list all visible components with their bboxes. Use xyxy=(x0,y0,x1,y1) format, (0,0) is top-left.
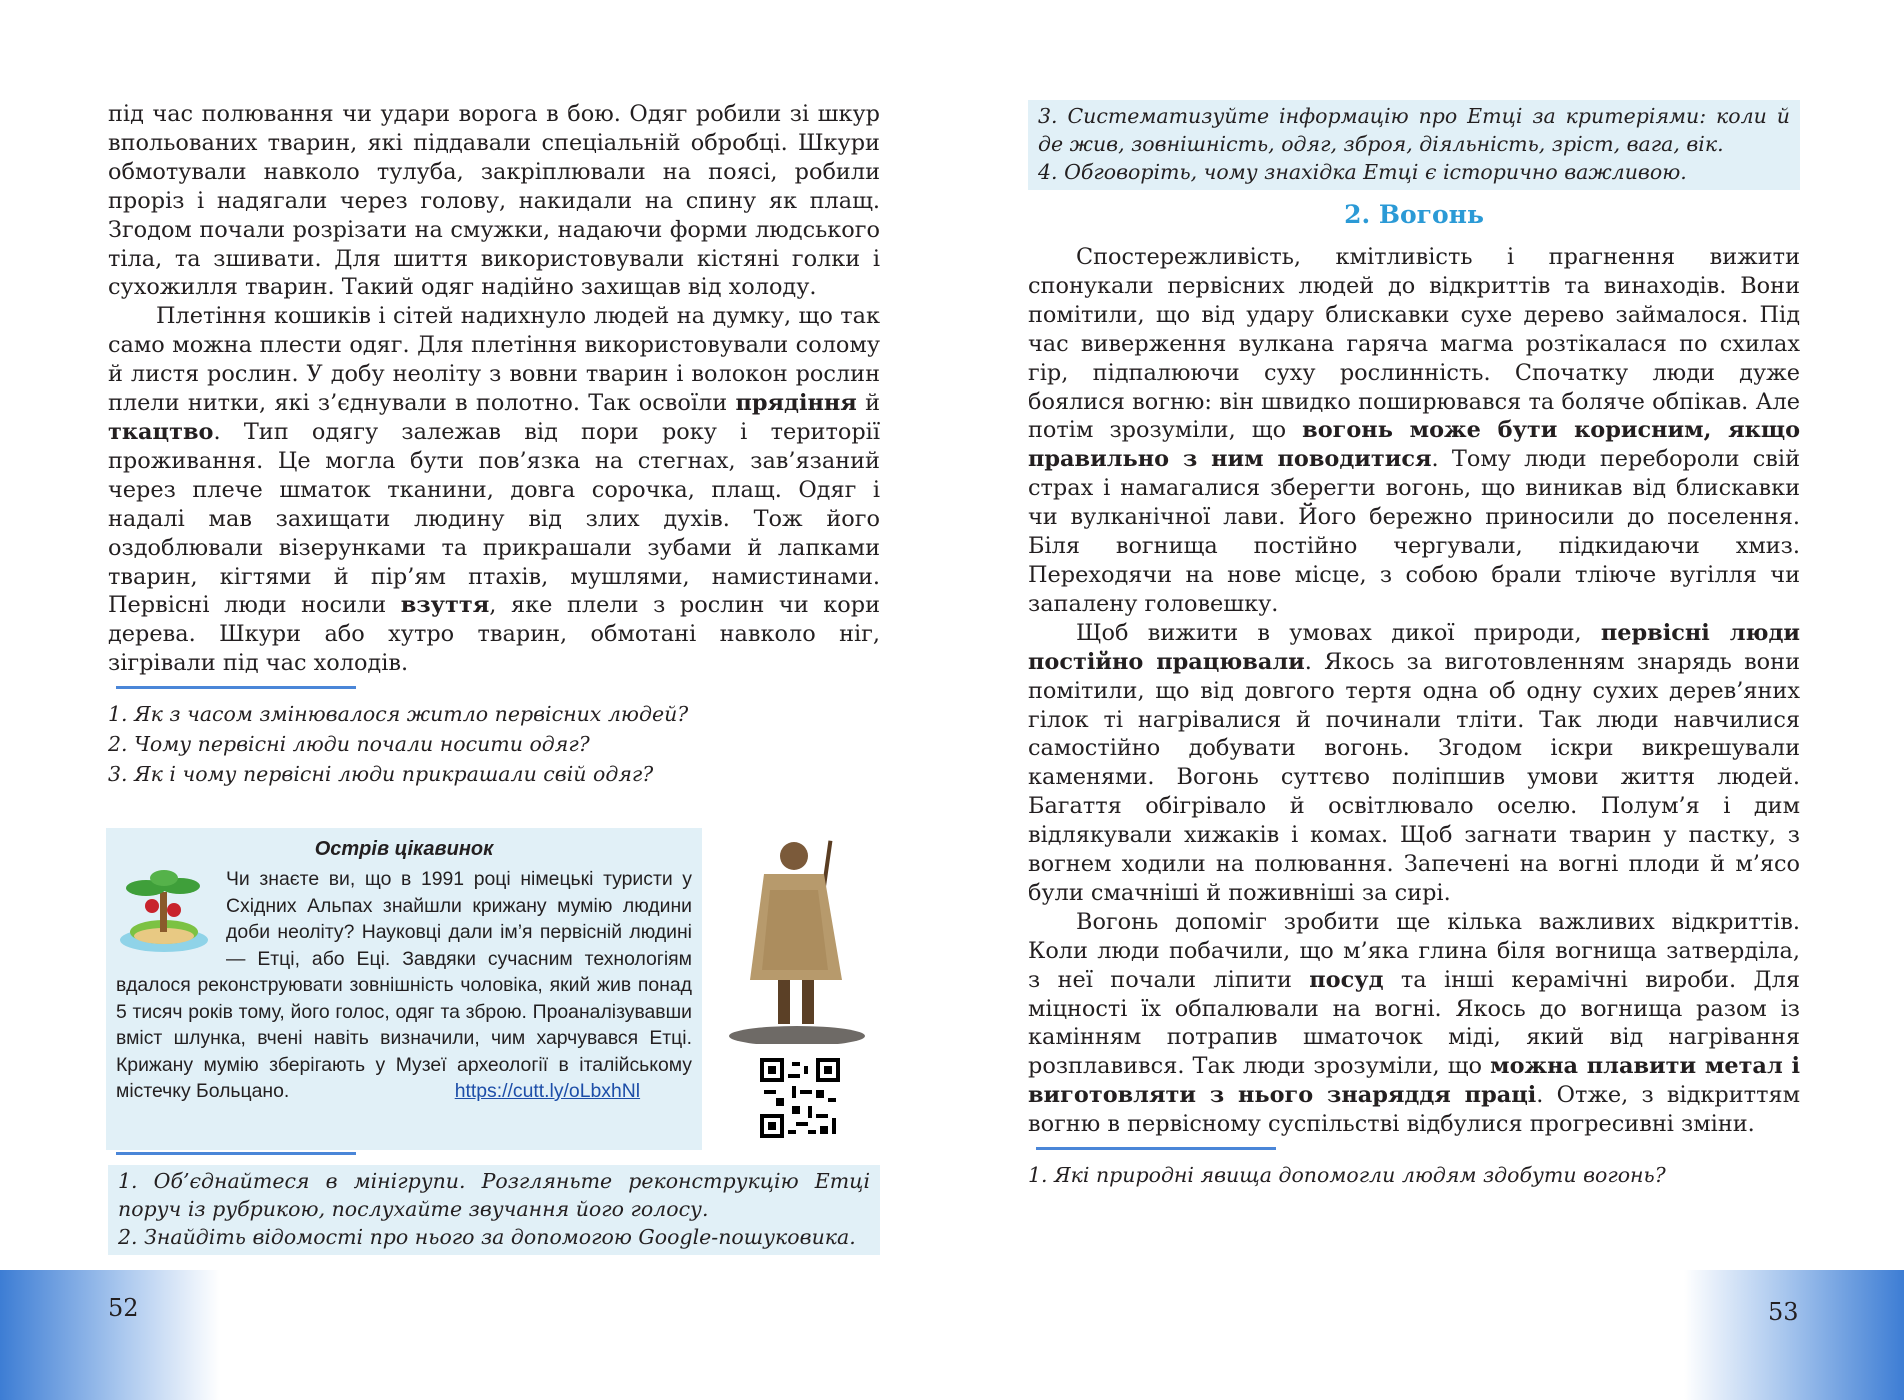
paragraph: Плетіння кошиків і сітей надихнуло людей на думку, що так само можна плести одяг. Для плетіння використовували солому й листя рослин. У добу неоліту з вовни тварин і волокон рослин плели нитки, які з’єднували в полотно. Так освоїли прядіння й ткацтво. Тип одягу залежав від пори року і території проживання. Це могла бути пов’язка на стегнах, зав’язаний через плече шматок тканини, довга сорочка, плащ. Одяг і надалі мав захищати людину від злих духів. Тож його оздоблювали візерунками та прикрашали зубами й лапками тварин, кігтями й пір’ям птахів, мушлями, намистинами. Первісні люди носили взуття, яке плели з рослин чи кори дерева. Шкури або хутро тварин, обмотані навколо ніг, зігрівали під час холодів. xyxy=(108,303,880,677)
paragraph: Спостережливість, кмітливість і прагнення вижити спонукали первісних людей до відкриттів та винаходів. Вони помітили, що від удару блискавки сухе дерево займалося. Під час виверження вулкана гаряча магма розтікалася по схилах гір, підпалюючи суху рослинність. Спочатку люди дуже боялися вогню: він швидко поширювався та боляче обпікав. Але потім зрозуміли, що вогонь може бути корисним, якщо правильно з ним поводитися. Тому люди перебороли свій страх і намагалися зберегти вогонь, що виникав від блискавки чи вулканічної лави. Його бережно приносили до поселення. Біля вогнища постійно чергували, підкидаючи хмиз. Переходячи на нове місце, з собою брали тліюче вугілля чи запалену головешку. xyxy=(1028,244,1801,617)
external-link[interactable]: https://cutt.ly/oLbxhNl xyxy=(454,1080,641,1102)
question: 2. Чому первісні люди почали носити одяг? xyxy=(108,732,590,757)
paragraph: під час полювання чи удари ворога в бою. Одяг робили зі шкур впольованих тварин, які піддавали спеціальній обробці. Шкури обмотували навколо тулуба, закріплювали на поясі, робили проріз і надягали через голову, накидали на спину як плащ. Згодом почали розрізати на смужки, надаючи форми людського тіла, та зшивати. Для шиття використовували кістяні голки і сухожилля тварин. Такий одяг надійно захищав від холоду. xyxy=(108,101,880,301)
page-number: 53 xyxy=(1768,1298,1799,1326)
fun-facts-box xyxy=(106,828,702,1150)
paragraph: Вогонь допоміг зробити ще кілька важливих відкриттів. Коли люди побачили, що м’яка глина біля вогнища затверділа, з неї почали ліпити посуд та інші керамічні вироби. Для міцності їх обпалювали на вогні. Якось до вогнища разом із камінням потрапив шматочок міді, який від нагрівання розплавився. Так люди зрозуміли, що можна плавити метал і виготовляти з нього знаряддя праці. Отже, з відкриттям вогню в первісному суспільстві відбулися прогресивні зміни. xyxy=(1028,908,1801,1138)
right-page xyxy=(952,0,1904,1400)
box-text: Чи знаєте ви, що в 1991 році німецькі туристи у Східних Альпах знайшли крижану мумію людини доби неоліту? Науковці дали ім’я первісній людині — Етці, або Еці. Завдяки сучасним технологіям вдалося реконструювати зовнішність чоловіка, який жив понад 5 тисяч років тому, його голос, одяг та зброю. Проаналізувавши вміст шлунка, вчені навіть визначили, чим харчувався Етці. Крижану мумію зберігають у Музеї археології в італійському містечку Больцано. https://cutt.ly/oLbxhNl xyxy=(116,868,692,1102)
footer-gradient xyxy=(1684,1270,1904,1400)
separator-line xyxy=(1036,1147,1276,1150)
task: 1. Об’єднайтеся в мінігрупи. Розгляньте реконструкцію Етці поруч із рубрикою, послухайте звучання його голосу. xyxy=(118,1169,870,1221)
right-text-column xyxy=(1028,100,1800,1190)
footer-gradient xyxy=(0,1270,220,1400)
island-icon xyxy=(116,866,226,956)
otzi-reconstruction-photo xyxy=(724,830,870,1044)
paragraph: Щоб вижити в умовах дикої природи, первісні люди постійно працювали. Якось за виготовленням знарядь вони помітили, що від довгого тертя одна об одну сухих дерев’яних гілок ті нагрівалися й починали тліти. Так люди навчилися самостійно добувати вогонь. Згодом іскри викрешували каменями. Вогонь суттєво поліпшив умови життя людей. Багаття обігрівало й освітлювало оселю. Полум’я і дим відлякували хижаків і комах. Щоб загнати тварин у пастку, з вогнем ходили на полювання. Запечені на вогні плоди й м’ясо були смачніші й поживніші за сирі. xyxy=(1028,619,1800,906)
task: 4. Обговоріть, чому знахідка Етці є історично важливою. xyxy=(1038,160,1687,184)
question: 3. Як і чому первісні люди прикрашали свій одяг? xyxy=(108,762,654,787)
question: 1. Які природні явища допомогли людям здобути вогонь? xyxy=(1028,1163,1666,1188)
left-text-column xyxy=(108,100,880,789)
left-tasks xyxy=(108,1150,880,1255)
separator-line xyxy=(116,1152,356,1155)
task: 3. Систематизуйте інформацію про Етці за критеріями: коли й де жив, зовнішність, одяг, зброя, діяльність, зріст, вага, вік. xyxy=(1038,104,1790,156)
section-heading: 2. Вогонь xyxy=(1344,200,1484,229)
tasks-box xyxy=(1028,100,1800,190)
box-title: Острів цікавинок xyxy=(314,838,494,860)
page-number: 52 xyxy=(108,1294,139,1322)
task: 2. Знайдіть відомості про нього за допомогою Google-пошуковика. xyxy=(118,1225,856,1249)
qr-code[interactable] xyxy=(760,1058,840,1138)
tasks-box xyxy=(108,1165,880,1255)
separator-line xyxy=(116,686,356,689)
question: 1. Як з часом змінювалося житло первісних людей? xyxy=(108,702,689,727)
